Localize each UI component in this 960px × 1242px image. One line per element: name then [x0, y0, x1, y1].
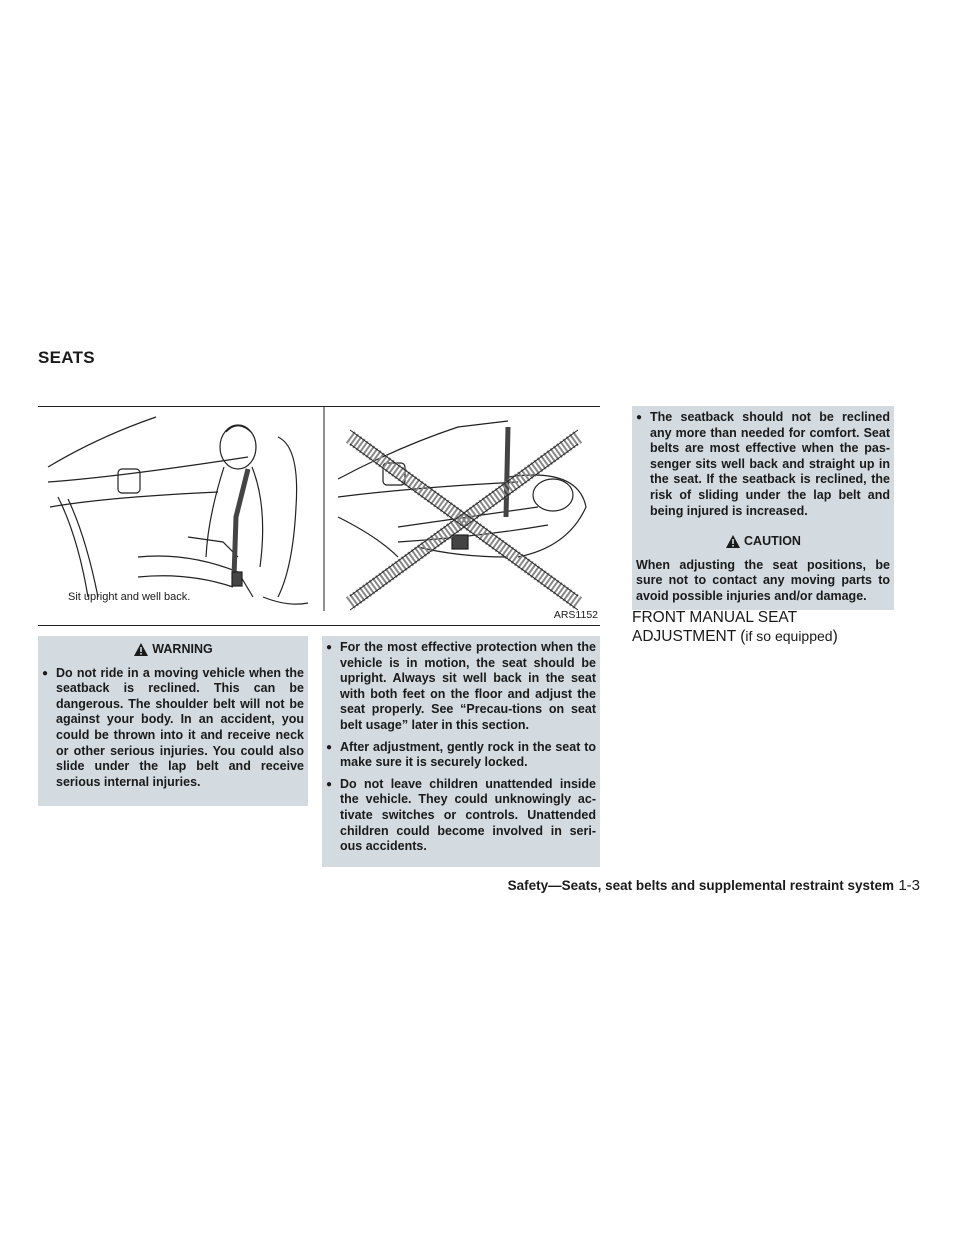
page-number: 1-3 — [898, 877, 920, 894]
warning-title-text: WARNING — [152, 642, 213, 656]
chapter-footer: Safety—Seats, seat belts and supplemental restraint system — [507, 878, 894, 893]
prohibited-x-mark — [350, 430, 578, 610]
warning-item: ● The seatback should not be reclined any more than needed for comfort. Seat belts are most effective when the pas-senger sits well back and straight up in the seat. If the seatback is reclined, the risk of sliding under the lap belt and being injured is increased. — [632, 410, 894, 519]
warning-item: ● After adjustment, gently rock in the seat to make sure it is securely locked. — [322, 740, 600, 771]
warning-box-continued — [322, 636, 600, 867]
warning-item: ● Do not leave children unattended inside the vehicle. They could unknowingly ac-tivate switches or controls. Unattended children could become involved in seri-ous accidents. — [322, 777, 600, 855]
subsection-heading-qualifier: if so equipped — [745, 628, 833, 644]
upright-driver-drawing — [48, 417, 308, 604]
caution-box — [632, 528, 894, 610]
subsection-heading — [632, 608, 838, 646]
warning-item: ● For the most effective protection when the vehicle is in motion, the seat should be upright. Always sit well back in the seat with both feet on the floor and adjust the seat properly. See “Precau-tions on seat belt usage” later in this section. — [322, 640, 600, 734]
subsection-heading-line2: ADJUSTMENT ( — [632, 628, 746, 645]
caution-text: When adjusting the seat positions, be sure not to contact any moving parts to avoid possible injuries and/or damage. — [636, 557, 890, 603]
warning-triangle-icon — [725, 534, 741, 549]
section-title: SEATS — [38, 348, 95, 367]
figure-code: ARS1152 — [553, 609, 598, 621]
subsection-heading-line1: FRONT MANUAL SEAT — [632, 609, 798, 626]
reclined-occupant-drawing — [338, 421, 586, 557]
warning-box — [38, 636, 308, 806]
warning-title — [38, 636, 308, 666]
warning-item: ● Do not ride in a moving vehicle when the seatback is reclined. This can be dangerous. The shoulder belt will not be against your body. In an accident, you could be thrown into it and receive neck or other serious injuries. You could also slide under the lap belt and receive serious internal injuries. — [38, 666, 308, 791]
subsection-heading-close: ) — [832, 628, 838, 645]
caution-title-text: CAUTION — [744, 534, 801, 548]
warning-box-continued-right — [632, 406, 894, 529]
warning-triangle-icon — [133, 642, 149, 657]
caution-title — [632, 528, 894, 558]
figure-caption: Sit upright and well back. — [68, 591, 191, 603]
